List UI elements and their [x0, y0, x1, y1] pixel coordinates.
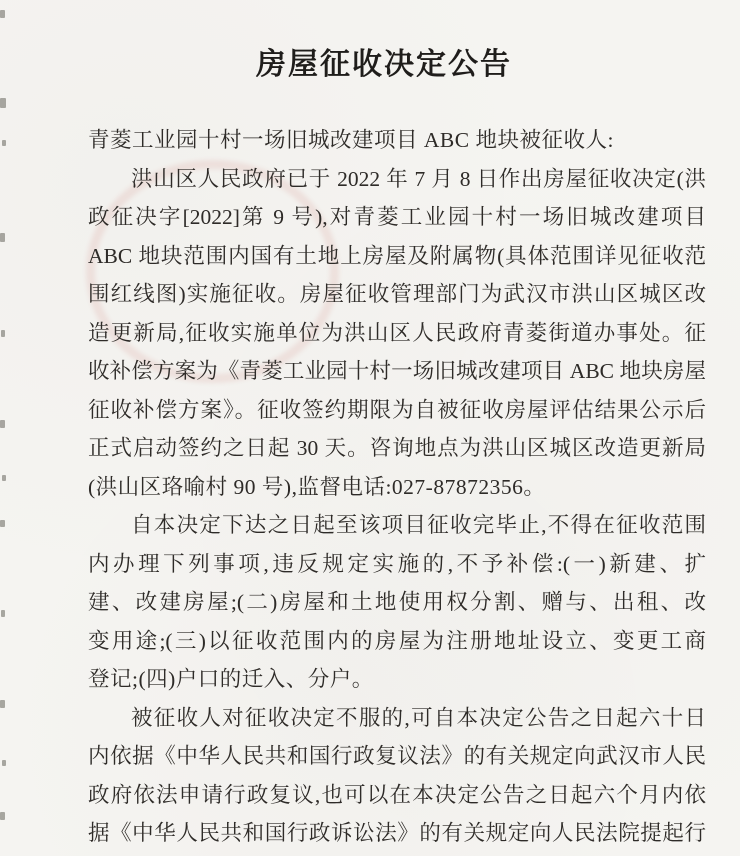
text-line: 政征决字[2022]第 9 号),对青菱工业园十村一场旧城改建项目 [88, 205, 706, 229]
text-line: 登记;(四)户口的迁入、分户。 [88, 667, 374, 691]
scan-speck [0, 233, 5, 242]
text-line: 被征收人对征收决定不服的,可自本决定公告之日起六十日 [131, 705, 706, 730]
text-line: 据《中华人民共和国行政诉讼法》的有关规定向人民法院提起行 [88, 821, 706, 845]
scan-speck [0, 98, 6, 108]
scan-speck [0, 420, 5, 428]
text-line: 政府依法申请行政复议,也可以在本决定公告之日起六个月内依 [88, 782, 706, 807]
text-line: 围红线图)实施征收。房屋征收管理部门为武汉市洪山区城区改 [88, 282, 706, 306]
text-line: 内办理下列事项,违反规定实施的,不予补偿:(一)新建、扩 [88, 551, 706, 576]
scan-speck [1, 330, 5, 337]
text-line: 造更新局,征收实施单位为洪山区人民政府青菱街道办事处。征 [88, 320, 706, 345]
text-line: 青菱工业园十村一场旧城改建项目 ABC 地块被征收人: [88, 128, 614, 152]
text-line: ABC 地块范围内国有土地上房屋及附属物(具体范围详见征收范 [88, 243, 706, 268]
page-title: 房屋征收决定公告 [256, 48, 512, 81]
scan-speck [2, 475, 6, 481]
text-line: 征收补偿方案》。征收签约期限为自被征收房屋评估结果公示后 [88, 397, 706, 422]
scan-speck [0, 520, 5, 527]
scan-speck [0, 812, 5, 820]
text-line: 正式启动签约之日起 30 天。咨询地点为洪山区城区改造更新局 [88, 436, 706, 460]
scan-speck [0, 700, 5, 708]
scan-speck [0, 10, 5, 18]
text-line: 自本决定下达之日起至该项目征收完毕止,不得在征收范围 [131, 513, 706, 537]
text-line: 收补偿方案为《青菱工业园十村一场旧城改建项目 ABC 地块房屋 [88, 359, 706, 383]
scan-speck [1, 610, 5, 617]
scan-speck [2, 140, 6, 146]
document-content [88, 0, 706, 853]
text-line: 变用途;(三)以征收范围内的房屋为注册地址设立、变更工商 [88, 628, 706, 653]
document-body [88, 121, 706, 853]
text-line: 建、改建房屋;(二)房屋和土地使用权分割、赠与、出租、改 [88, 590, 706, 614]
text-line: 内依据《中华人民共和国行政复议法》的有关规定向武汉市人民 [88, 744, 706, 768]
scan-speck [2, 760, 6, 766]
text-line: 洪山区人民政府已于 2022 年 7 月 8 日作出房屋征收决定(洪 [131, 166, 706, 191]
text-line: (洪山区珞喻村 90 号),监督电话:027-87872356。 [88, 474, 546, 499]
